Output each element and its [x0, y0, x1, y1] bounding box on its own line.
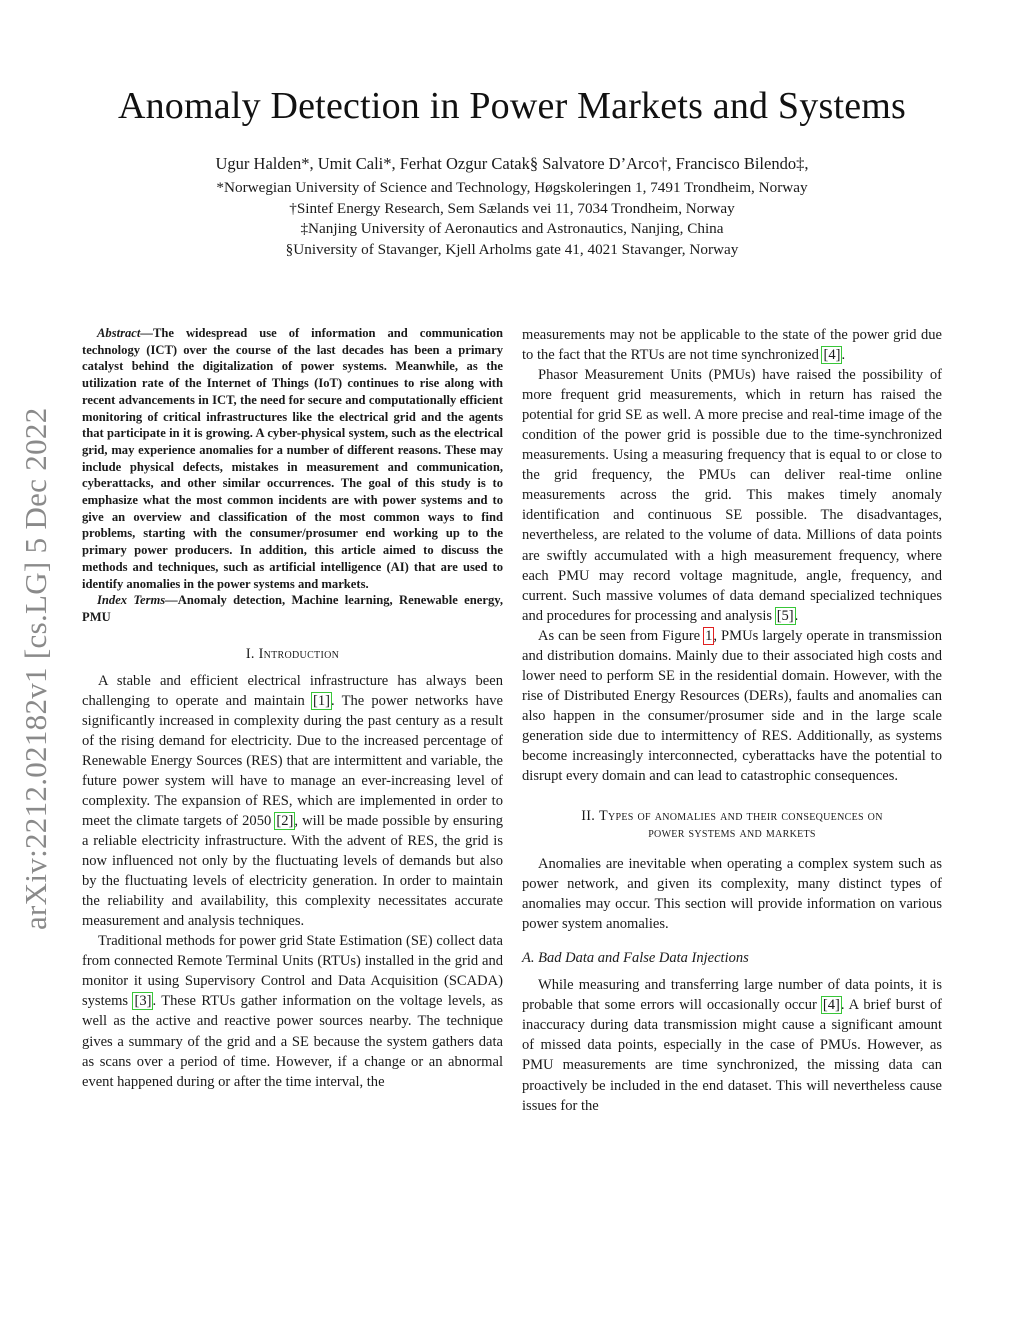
citation-link[interactable]: [2]: [276, 812, 294, 829]
affiliation: †Sintef Energy Research, Sem Sælands vei 11, 7034 Trondheim, Norway: [289, 199, 735, 217]
index-terms: Anomaly detection, Machine learning, Renewable energy, PMU: [82, 593, 503, 624]
author-list: Ugur Halden*, Umit Cali*, Ferhat Ozgur Catak§ Salvatore D’Arco†, Francisco Bilendo‡,: [215, 154, 809, 173]
left-column: [82, 325, 503, 1092]
section2-body: [522, 854, 942, 934]
citation-link[interactable]: [1]: [313, 692, 330, 709]
right-body: [522, 325, 942, 786]
citation-link[interactable]: [4]: [823, 347, 841, 364]
paragraph: A stable and efficient electrical infrastructure has always been challenging to operate and maintain [1]. The power networks have significantly increased in complexity during the past century as a result of the rising demand for electricity. Due to the increased percentage of Renewable Energy Sources (RES) that are intermittent and variable, the future power system will have to manage an ever-increasing level of complexity. The expansion of RES, which are implemented in order to meet the climate targets of 2050 [2], will be made possible by ensuring a reliable electricity infrastructure. With the advent of RES, the grid is now influenced not only by the fluctuating levels of demands but also by the fluctuating levels of electricity generation. In order to maintain the reliability and availability, this complexity necessitates accurate measurement and analysis techniques.: [82, 672, 503, 930]
paper-title: Anomaly Detection in Power Markets and Systems: [117, 85, 907, 127]
section-heading-introduction: [82, 646, 503, 663]
arxiv-identifier[interactable]: arXiv:2212.02182v1 [cs.LG] 5 Dec 2022: [18, 407, 53, 930]
abstract: [82, 325, 503, 626]
affiliation: *Norwegian University of Science and Technology, Høgskoleringen 1, 7491 Trondheim, Norway: [216, 179, 808, 196]
paragraph: As can be seen from Figure 1, PMUs largely operate in transmission and distribution domains. Mainly due to their associated high costs and lower need to perform SE in the residential domain. However, with the rise of Distributed Energy Resources (DERs), faults and anomalies can also happen in the consumer/prosumer side and in the large scale generation side due to intermittency of RES. Additionally, as systems become increasingly interconnected, cyberattacks have the potential to disrupt every domain and can lead to catastrophic consequences.: [522, 627, 942, 785]
subsection-letter: A.: [522, 950, 535, 967]
abstract-text: The widespread use of information and communication technology (ICT) over the course of the last decades has been a primary catalyst behind the digitalization of power systems. Meanwhile, as the utilization rate of the Internet of Things (IoT) continues to rise along with recent advancements in ICT, the need for secure and computationally efficient monitoring of critical infrastructures like the electrical grid and the agents that participate in it is growing. A cyber-physical system, such as the electrical grid, may experience anomalies for a number of different reasons. These may include physical defects, mistakes in measurement and communication, cyberattacks, and other similar occurrences. The goal of this study is to emphasize what the most common incidents are with power systems and to give an overview and classification of the most common ways to find problems, starting with the consumer/prosumer end working up to the primary power producers. In addition, this article aimed to discuss the methods and techniques, such as artificial intelligence (AI) that are used to identify anomalies in the power systems and markets.: [82, 326, 503, 591]
right-column: [522, 325, 942, 1116]
paragraph: While measuring and transferring large number of data points, it is probable that some errors will occasionally occur [4]. A brief burst of inaccuracy during data transmission might cause a significant amount of missed data points, especially in the case of PMUs. However, as PMU measurements are time synchronized, the missing data can proactively be included in the end dataset. This will nevertheless cause issues for the: [522, 977, 942, 1114]
affiliation: ‡Nanjing University of Aeronautics and Astronautics, Nanjing, China: [300, 220, 724, 237]
abstract-label: Abstract—: [97, 326, 153, 340]
citation-link[interactable]: [4]: [822, 997, 840, 1014]
section-title: Introduction: [258, 645, 340, 662]
paragraph: Anomalies are inevitable when operating a complex system such as power network, and given its complexity, many distinct types of anomalies may occur. This section will provide information on various power system anomalies.: [522, 856, 942, 933]
section-number: II.: [581, 808, 596, 825]
subsection-title: Bad Data and False Data Injections: [538, 950, 749, 967]
section-title: Types of anomalies and their consequences on: [599, 808, 883, 825]
figure-link[interactable]: 1: [705, 627, 713, 644]
affiliations: [0, 178, 1024, 260]
paragraph: Traditional methods for power grid State Estimation (SE) collect data from connected Remote Terminal Units (RTUs) installed in the grid and monitor it using Supervisory Control and Data Acquisition (SCADA) systems [3]. These RTUs gather information on the voltage levels, as well as the active and reactive power sources nearby. The technique gives a summary of the grid and a SE because the system gathers data as scans over a period of time. However, if a change or an abnormal event happened during or after the time interval, the: [82, 933, 503, 1090]
index-terms-label: Index Terms—: [97, 593, 178, 608]
section-number: I.: [245, 645, 255, 662]
section-heading-anomaly-types: [522, 808, 942, 842]
citation-link[interactable]: [3]: [134, 993, 152, 1010]
affiliation: §University of Stavanger, Kjell Arholms gate 41, 4021 Stavanger, Norway: [285, 240, 739, 258]
paragraph: measurements may not be applicable to the state of the power grid due to the fact that the RTUs are not time synchronized [4].: [522, 327, 942, 364]
section-title-continued: power systems and markets: [648, 825, 816, 842]
subsection-heading-bad-data: [522, 950, 942, 967]
paragraph: Phasor Measurement Units (PMUs) have raised the possibility of more frequent grid measurements, which in return has raised the potential for grid SE as well. A more precise and real-time image of the condition of the power grid is possible due to the time-synchronized measurements. Using a measuring frequency that is equal to or close to the grid frequency, the PMUs can deliver real-time online measurements across the grid. This makes timely anomaly identification and continuous SE possible. The disadvantages, nevertheless, are related to the volume of data. Millions of data points are swiftly accumulated with a high measurement frequency, where each PMU may record voltage magnitude, angle, frequency, and current. Such massive volumes of data demand specialized techniques and procedures for processing and analysis [5].: [522, 367, 942, 624]
introduction-body: [82, 671, 503, 1092]
subsection-body: [522, 975, 942, 1115]
citation-link[interactable]: [5]: [776, 607, 794, 624]
